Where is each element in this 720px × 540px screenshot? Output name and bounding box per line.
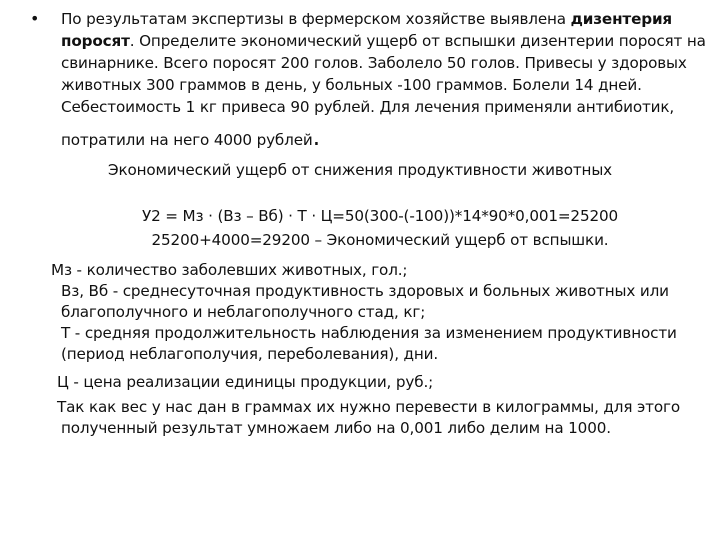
legend-t-line-1: Т - средняя продолжительность наблюдения за изменением продуктивности xyxy=(61,324,677,342)
legend-vz-line-1: Вз, Вб - среднесуточная продуктивность здоровых и больных животных или xyxy=(61,282,669,300)
solution-formula: У2 = Мз · (Вз – Вб) · Т · Ц=50(300-(-100))*14*90*0,001=25200 xyxy=(141,207,618,225)
task-line-1 xyxy=(61,9,672,29)
task-bold-term: дизентерия xyxy=(570,10,673,28)
task-bold-term: поросят xyxy=(61,32,130,50)
bullet-marker: • xyxy=(30,9,40,28)
task-text: потратили на него 4000 рублей xyxy=(61,131,313,149)
task-line-6 xyxy=(61,123,321,151)
task-text: По результатам экспертизы в фермерском хозяйстве выявлена xyxy=(61,10,571,28)
legend-vz-line-2: благополучного и неблагополучного стад, кг; xyxy=(61,303,426,321)
note-line-2: полученный результат умножаем либо на 0,001 либо делим на 1000. xyxy=(61,419,611,437)
task-line-5: Себестоимость 1 кг привеса 90 рублей. Для лечения применяли антибиотик, xyxy=(61,98,675,116)
legend-c: Ц - цена реализации единицы продукции, руб.; xyxy=(57,373,434,391)
solution-heading: Экономический ущерб от снижения продуктивности животных xyxy=(107,161,613,179)
solution-total: 25200+4000=29200 – Экономический ущерб от вспышки. xyxy=(151,231,609,249)
legend-mz: Мз - количество заболевших животных, гол.; xyxy=(51,261,408,279)
task-line-4: животных 300 граммов в день, у больных -100 граммов. Болели 14 дней. xyxy=(61,76,642,94)
task-end-dot: . xyxy=(312,123,321,151)
task-text: . Определите экономический ущерб от вспышки дизентерии поросят на xyxy=(129,32,706,50)
legend-t-line-2: (период неблагополучия, переболевания), дни. xyxy=(61,345,439,363)
task-line-2 xyxy=(61,31,706,51)
task-line-3: свинарнике. Всего поросят 200 голов. Заболело 50 голов. Привесы у здоровых xyxy=(61,54,687,72)
note-line-1: Так как вес у нас дан в граммах их нужно перевести в килограммы, для этого xyxy=(57,398,680,416)
